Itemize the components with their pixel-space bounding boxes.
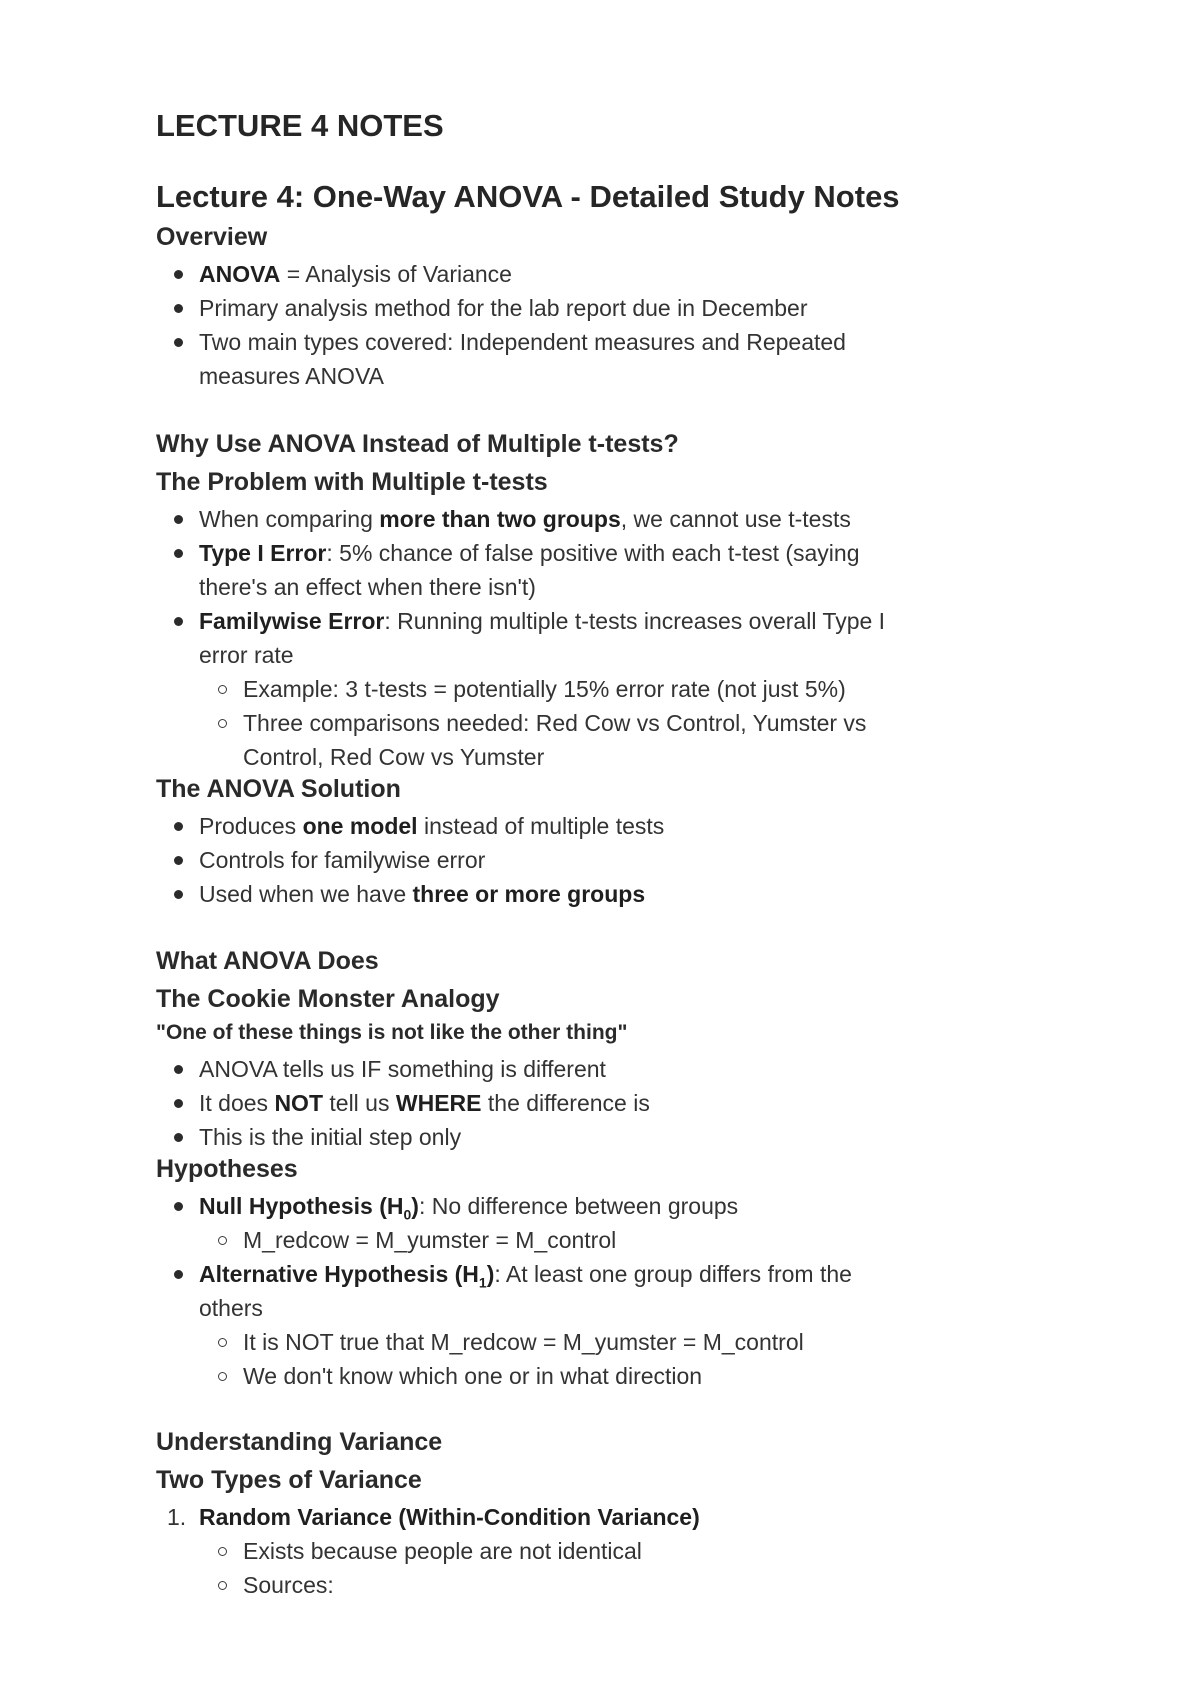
bullet-icon xyxy=(174,515,183,524)
hollow-bullet-icon xyxy=(218,1581,227,1590)
hollow-bullet-icon xyxy=(218,685,227,694)
list-item: Two main types covered: Independent measures and Repeated xyxy=(199,325,846,359)
list-item: Controls for familywise error xyxy=(199,843,485,877)
document-title: LECTURE 4 NOTES xyxy=(156,108,444,143)
main-heading: Lecture 4: One-Way ANOVA - Detailed Study Notes xyxy=(156,179,900,214)
bullet-icon xyxy=(174,822,183,831)
bullet-icon xyxy=(174,549,183,558)
section-heading-why: Why Use ANOVA Instead of Multiple t-tests? xyxy=(156,430,679,458)
section-heading-does: What ANOVA Does xyxy=(156,947,379,975)
sub-list-item: It is NOT true that M_redcow = M_yumster = M_control xyxy=(243,1325,804,1359)
subheading-types: Two Types of Variance xyxy=(156,1466,422,1494)
sub-list-item: Exists because people are not identical xyxy=(243,1534,642,1568)
subheading-analogy: The Cookie Monster Analogy xyxy=(156,985,500,1013)
list-item: This is the initial step only xyxy=(199,1120,461,1154)
hollow-bullet-icon xyxy=(218,1372,227,1381)
bullet-icon xyxy=(174,1133,183,1142)
bullet-icon xyxy=(174,856,183,865)
section-heading-variance: Understanding Variance xyxy=(156,1428,443,1456)
subheading-problem: The Problem with Multiple t-tests xyxy=(156,468,548,496)
list-item: Primary analysis method for the lab report due in December xyxy=(199,291,808,325)
bullet-icon xyxy=(174,617,183,626)
list-item-continuation: others xyxy=(199,1295,263,1321)
bullet-icon xyxy=(174,1202,183,1211)
bullet-icon xyxy=(174,1099,183,1108)
bullet-icon xyxy=(174,270,183,279)
sub-list-item: We don't know which one or in what direction xyxy=(243,1359,702,1393)
list-item: Produces one model instead of multiple tests xyxy=(199,809,664,843)
list-number: 1. xyxy=(167,1504,187,1530)
list-item: Familywise Error: Running multiple t-tests increases overall Type I xyxy=(199,604,885,638)
overview-heading: Overview xyxy=(156,223,268,251)
list-item: When comparing more than two groups, we cannot use t-tests xyxy=(199,502,851,536)
sub-list-item: Example: 3 t-tests = potentially 15% error rate (not just 5%) xyxy=(243,672,846,706)
hollow-bullet-icon xyxy=(218,1236,227,1245)
list-item-continuation: error rate xyxy=(199,642,294,668)
list-item: Null Hypothesis $(H_0)$: No difference between groups xyxy=(199,1189,738,1232)
subheading-solution: The ANOVA Solution xyxy=(156,775,401,803)
bullet-icon xyxy=(174,338,183,347)
bullet-icon xyxy=(174,304,183,313)
hollow-bullet-icon xyxy=(218,1338,227,1347)
hollow-bullet-icon xyxy=(218,1547,227,1556)
list-item: Type I Error: 5% chance of false positive with each t-test (saying xyxy=(199,536,860,570)
list-item: Used when we have three or more groups xyxy=(199,877,645,911)
bullet-icon xyxy=(174,1270,183,1279)
numbered-list-item: 1. Random Variance (Within-Condition Variance) xyxy=(199,1500,700,1534)
subheading-hypotheses: Hypotheses xyxy=(156,1155,298,1183)
sub-list-item-continuation: Control, Red Cow vs Yumster xyxy=(243,744,545,770)
analogy-quote: "One of these things is not like the other thing" xyxy=(156,1021,628,1044)
list-item-continuation: measures ANOVA xyxy=(199,363,384,389)
list-item: ANOVA = Analysis of Variance xyxy=(199,257,512,291)
list-item: Alternative Hypothesis $(H_1)$: At least one group differs from the xyxy=(199,1257,852,1300)
bullet-icon xyxy=(174,1065,183,1074)
list-item: It does NOT tell us WHERE the difference is xyxy=(199,1086,650,1120)
list-item: ANOVA tells us IF something is different xyxy=(199,1052,606,1086)
sub-list-item: M_redcow = M_yumster = M_control xyxy=(243,1223,616,1257)
sub-list-item: Sources: xyxy=(243,1568,334,1602)
bullet-icon xyxy=(174,890,183,899)
sub-list-item: Three comparisons needed: Red Cow vs Control, Yumster vs xyxy=(243,706,866,740)
hollow-bullet-icon xyxy=(218,719,227,728)
list-item-continuation: there's an effect when there isn't) xyxy=(199,574,536,600)
